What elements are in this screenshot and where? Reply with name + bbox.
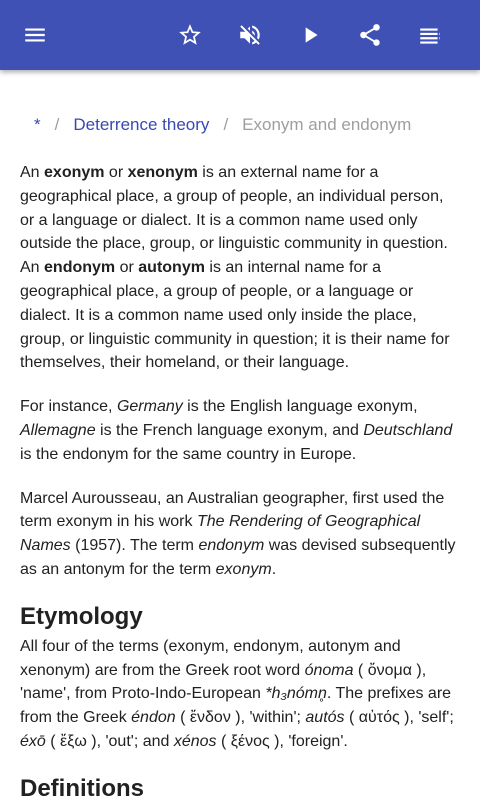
text-run: Marcel Aurousseau, an Australian geographer, first used the term exonym in his work [20, 489, 445, 531]
text-run: All four of the terms (exonym, endonym, autonym and xenonym) are from the Greek root word [20, 637, 401, 679]
star-outline-icon [177, 22, 203, 48]
share-button[interactable] [346, 11, 394, 59]
text-run: ( ξένος ), 'foreign'. [216, 732, 348, 750]
breadcrumb-separator: / [54, 115, 60, 134]
text-run: is the French language exonym, and [95, 421, 364, 439]
history-paragraph [20, 487, 462, 582]
term-xenonym: xenonym [127, 164, 198, 181]
italic-term: Germany [116, 398, 183, 416]
text-run: ( αὐτός ), 'self'; [344, 709, 454, 727]
etymology-paragraph [20, 635, 462, 754]
share-icon [357, 22, 383, 48]
favorite-button[interactable] [166, 11, 214, 59]
italic-term: ónoma [304, 661, 354, 679]
italic-term: Allemagne [20, 421, 96, 439]
term-endonym: endonym [44, 259, 116, 277]
italic-term: éndon [131, 709, 176, 727]
definitions-heading: Definitions [20, 774, 144, 800]
text-run: ( ὄνομα ), 'name', from Proto-Indo-European [20, 661, 427, 703]
volume-off-icon [237, 22, 263, 48]
text-run: An [20, 164, 45, 181]
menu-button[interactable] [11, 11, 59, 59]
italic-term: endonym [198, 537, 265, 555]
play-icon [297, 22, 323, 48]
text-run: or [104, 164, 128, 181]
text-run: . [271, 560, 277, 578]
hamburger-menu-icon [22, 22, 48, 48]
text-run: ( ἔξω ), 'out'; and [45, 732, 174, 750]
playlist-button[interactable] [406, 11, 454, 59]
breadcrumb-separator: / [223, 115, 229, 134]
breadcrumb-current: Exonym and endonym [242, 115, 412, 134]
etymology-heading: Etymology [20, 602, 143, 630]
italic-term: éxō [20, 732, 46, 750]
italic-term: Deutschland [363, 421, 453, 439]
playlist-icon [417, 22, 443, 48]
text-run: is the English language exonym, [182, 398, 418, 416]
term-exonym: exonym [44, 164, 105, 181]
text-run: or [115, 259, 139, 277]
text-run: is an internal name for a geographical place, a group of people, or a language or dialect. It is a common name used only inside the place, group, or linguistic community in question; it is their name for themselves, their homeland, or their language. [20, 259, 450, 372]
text-run: ( ἔνδον ), 'within'; [175, 709, 306, 727]
example-paragraph [20, 395, 462, 466]
text-run: is an external name for a geographical place, a group of people, an individual person, or a language or dialect. It is a common name used only outside the place, group, or linguistic community in question. An [20, 164, 448, 277]
text-run: For instance, [20, 398, 117, 416]
breadcrumb-parent-link[interactable]: Deterrence theory [73, 115, 210, 134]
text-run: (1957). The term [70, 537, 199, 555]
italic-term: The Rendering of Geographical Names [20, 513, 421, 555]
text-run: is the endonym for the same country in Europe. [20, 445, 357, 463]
text-run: was devised subsequently as an antonym for the term [20, 537, 456, 578]
content-area[interactable] [0, 70, 480, 800]
italic-term: exonym [215, 560, 272, 578]
play-button[interactable] [286, 11, 334, 59]
text-run: . The prefixes are from the Greek [20, 685, 452, 727]
term-autonym: autonym [138, 259, 205, 277]
italic-term: *h₃nómn̥ [265, 685, 327, 703]
app-toolbar [0, 0, 480, 70]
mute-button[interactable] [226, 11, 274, 59]
article-body [20, 161, 462, 800]
breadcrumb [34, 114, 411, 136]
italic-term: xénos [173, 732, 217, 750]
italic-term: autós [305, 709, 345, 727]
intro-paragraph [20, 161, 462, 375]
breadcrumb-root-link[interactable]: * [34, 115, 41, 134]
